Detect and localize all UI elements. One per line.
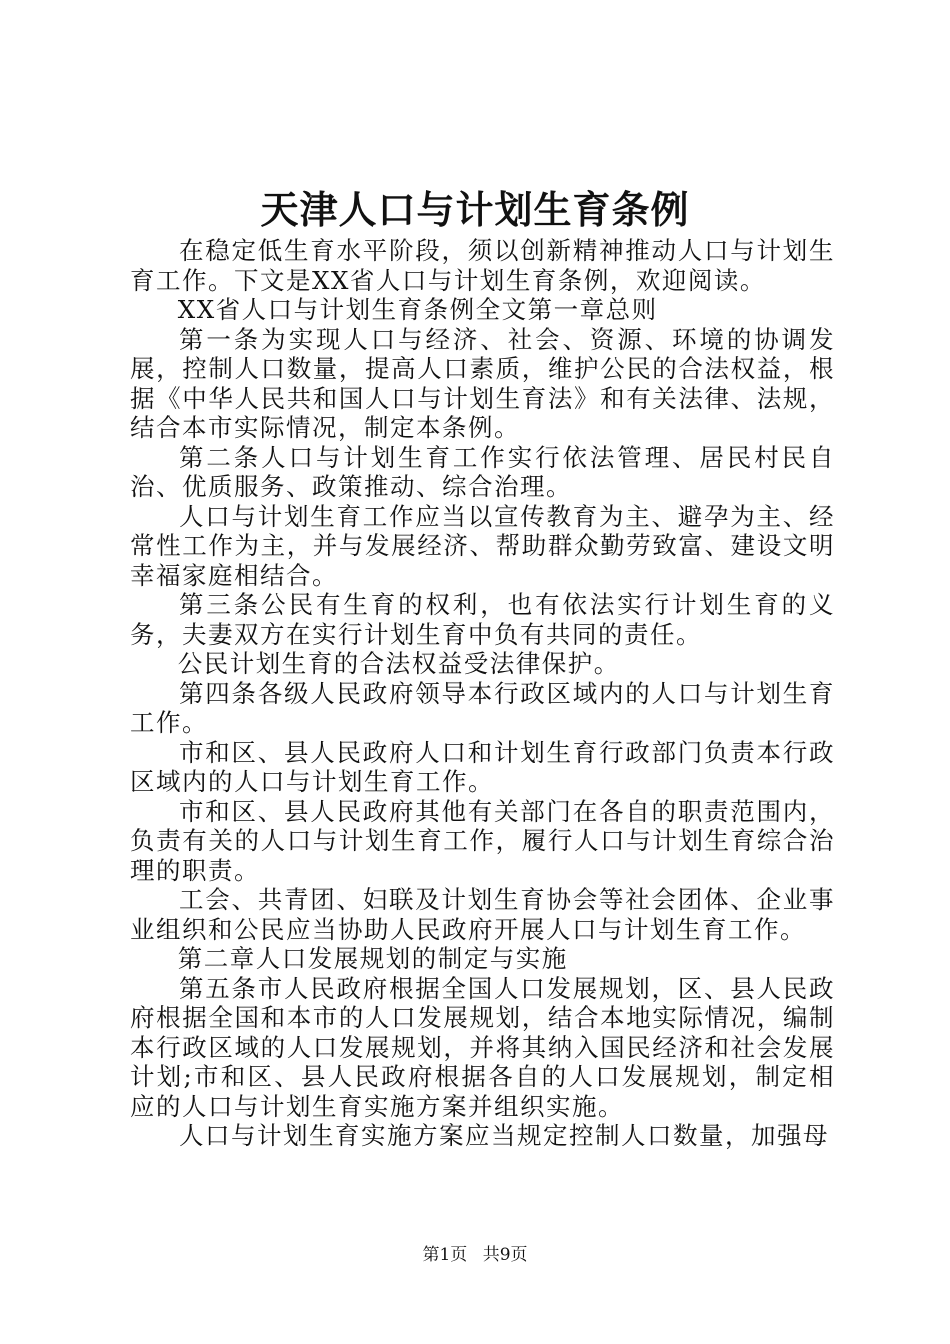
paragraph-intro: 在稳定低生育水平阶段，须以创新精神推动人口与计划生育工作。下文是XX省人口与计划生育条例，欢迎阅读。 [130, 236, 835, 295]
document-body [130, 236, 835, 1151]
page-number: 第1页 [422, 1245, 468, 1265]
paragraph-article-4-detail-1: 市和区、县人民政府人口和计划生育行政部门负责本行政区域内的人口与计划生育工作。 [130, 737, 835, 796]
paragraph-article-2-detail: 人口与计划生育工作应当以宣传教育为主、避孕为主、经常性工作为主，并与发展经济、帮助群众勤劳致富、建设文明幸福家庭相结合。 [130, 501, 835, 590]
paragraph-article-2: 第二条人口与计划生育工作实行依法管理、居民村民自治、优质服务、政策推动、综合治理。 [130, 442, 835, 501]
chapter-heading-2: 第二章人口发展规划的制定与实施 [177, 944, 568, 973]
paragraph-article-1: 第一条为实现人口与经济、社会、资源、环境的协调发展，控制人口数量，提高人口素质，维护公民的合法权益，根据《中华人民共和国人口与计划生育法》和有关法律、法规，结合本市实际情况，制定本条例。 [130, 324, 835, 442]
paragraph-article-5-detail: 人口与计划生育实施方案应当规定控制人口数量，加强母 [179, 1121, 829, 1150]
paragraph-article-3-detail: 公民计划生育的合法权益受法律保护。 [177, 649, 620, 678]
page-footer [0, 1244, 950, 1266]
paragraph-article-5: 第五条市人民政府根据全国人口发展规划，区、县人民政府根据全国和本市的人口发展规划，结合本地实际情况，编制本行政区域的人口发展规划，并将其纳入国民经济和社会发展计划;市和区、县人民政府根据各自的人口发展规划，制定相应的人口与计划生育实施方案并组织实施。 [130, 973, 835, 1121]
page-total: 共9页 [482, 1245, 528, 1265]
paragraph-article-4-detail-2: 市和区、县人民政府其他有关部门在各自的职责范围内，负责有关的人口与计划生育工作，履行人口与计划生育综合治理的职责。 [130, 796, 835, 885]
paragraph-article-4: 第四条各级人民政府领导本行政区域内的人口与计划生育工作。 [130, 678, 835, 737]
paragraph-article-4-detail-3: 工会、共青团、妇联及计划生育协会等社会团体、企业事业组织和公民应当协助人民政府开展人口与计划生育工作。 [130, 885, 835, 944]
document-title: 天津人口与计划生育条例 [260, 187, 690, 232]
chapter-heading-1: XX省人口与计划生育条例全文第一章总则 [177, 295, 658, 324]
paragraph-article-3: 第三条公民有生育的权利，也有依法实行计划生育的义务，夫妻双方在实行计划生育中负有共同的责任。 [130, 590, 835, 649]
